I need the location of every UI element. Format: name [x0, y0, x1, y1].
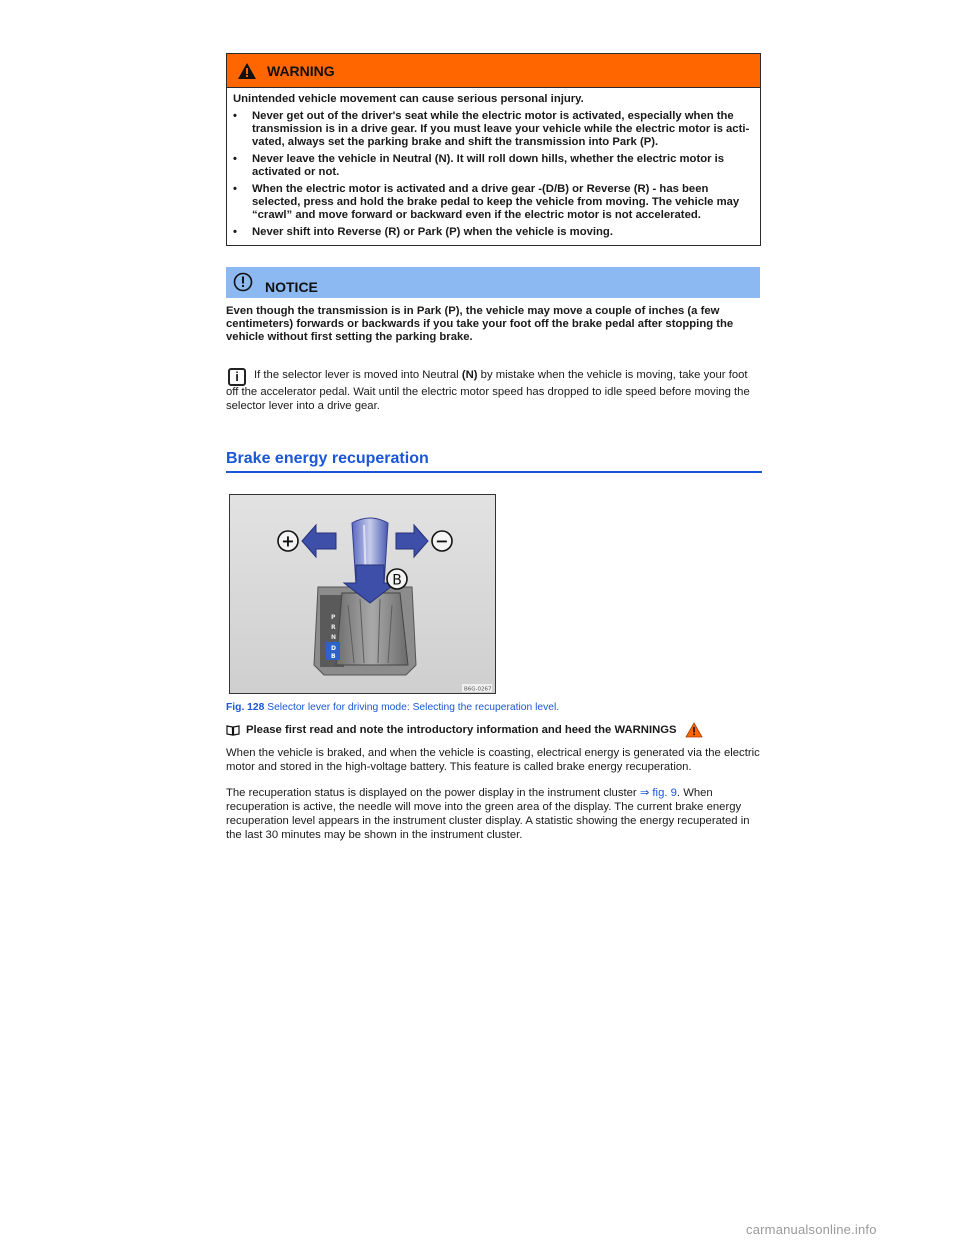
warning-bullet-text: Never leave the vehicle in Neutral (N). It will roll down hills, whether the electric motor is activated or not.: [252, 153, 725, 178]
read-first-line: [226, 722, 703, 738]
gear-letter-d: D: [331, 645, 336, 652]
warning-intro: Unintended vehicle movement can cause serious personal injury.: [233, 93, 584, 105]
paragraph-recuperation-status: [226, 786, 762, 842]
notice-exclamation-icon: [233, 272, 253, 292]
warning-box: [226, 53, 761, 246]
p2-text-before: The recuperation status is displayed on the power display in the instrument cluster: [226, 787, 640, 799]
gear-letter-b: B: [331, 653, 336, 660]
info-icon: i: [228, 368, 246, 386]
warning-triangle-icon[interactable]: [685, 722, 703, 738]
warning-body: [227, 88, 760, 245]
warning-bullet-text: When the electric motor is activated and a drive gear -(D/B) or Reverse (R) - has been selected, press and hold the brake pedal to keep the vehicle from moving. The vehicle may “crawl” and move forward or backward even if the electric motor is not accelerated.: [252, 183, 740, 221]
selector-lever-figure: [229, 494, 496, 694]
paragraph-recuperation-intro: When the vehicle is braked, and when the vehicle is coasting, electrical energy is generated via the electric motor and stored in the high-voltage battery. This feature is called brake energy recuperation.: [226, 747, 760, 773]
figure-code: B6G-0267: [464, 686, 492, 693]
bullet-marker: •: [233, 183, 237, 195]
fig-9-link[interactable]: ⇒ fig. 9: [639, 787, 677, 799]
notice-title: NOTICE: [265, 278, 318, 295]
warning-header: [227, 54, 760, 88]
gear-letter-n: N: [331, 634, 337, 641]
book-icon: [226, 725, 240, 736]
selector-lever-illustration: [230, 495, 495, 693]
warning-bullet: [233, 153, 753, 179]
warning-title: WARNING: [267, 62, 335, 79]
plus-label: +: [281, 531, 295, 551]
figure-caption-text: Selector lever for driving mode: Selecting the recuperation level.: [264, 702, 560, 713]
figure-caption: [226, 702, 559, 713]
warning-bullet-text: Never get out of the driver's seat while the electric motor is activated, especially when the transmission is in a drive gear. If you must leave your vehicle while the electric motor is acti-vated, always set the parking brake and shift the transmission into Park (P).: [252, 110, 750, 148]
warning-triangle-icon: [237, 62, 257, 80]
gear-letter-r: R: [331, 624, 336, 631]
read-first-text[interactable]: Please first read and note the introductory information and heed the WARNINGS: [246, 724, 677, 736]
watermark: carmanualsonline.info: [746, 1222, 877, 1237]
warning-bullet: [233, 226, 753, 239]
minus-label: −: [435, 531, 449, 551]
b-label: B: [392, 572, 402, 589]
info-text-bold: (N): [461, 369, 478, 381]
warning-bullet-text: Never shift into Reverse (R) or Park (P) when the vehicle is moving.: [252, 226, 613, 238]
warning-bullet: [233, 110, 753, 149]
warning-bullet: [233, 183, 753, 222]
section-title: Brake energy recuperation: [226, 450, 762, 473]
bullet-marker: •: [233, 226, 237, 238]
gear-letter-p: P: [331, 614, 336, 621]
bullet-marker: •: [233, 110, 237, 122]
p2-text-after: . When recuperation is active, the needle will move into the green area of the display. The current brake energy recuperation level appears in the instrument cluster display. A statistic showing the energy recuperated in the last 30 minutes may be shown in the instrument cluster.: [226, 787, 750, 841]
bullet-marker: •: [233, 153, 237, 165]
notice-text: Even though the transmission is in Park (P), the vehicle may move a couple of inches (a few centimeters) forwards or backwards if you take your foot off the brake pedal after stopping the vehicle without first setting the parking brake.: [226, 305, 734, 343]
figure-caption-label: Fig. 128: [226, 702, 265, 713]
info-text-after: by mistake when the vehicle is moving, take your foot off the accelerator pedal. Wait until the electric motor speed has dropped to idle speed before moving the selector lever into a drive gear.: [226, 369, 750, 412]
info-note: [226, 368, 762, 413]
info-text-before: If the selector lever is moved into Neutral: [254, 369, 462, 381]
notice-header: [226, 267, 760, 298]
